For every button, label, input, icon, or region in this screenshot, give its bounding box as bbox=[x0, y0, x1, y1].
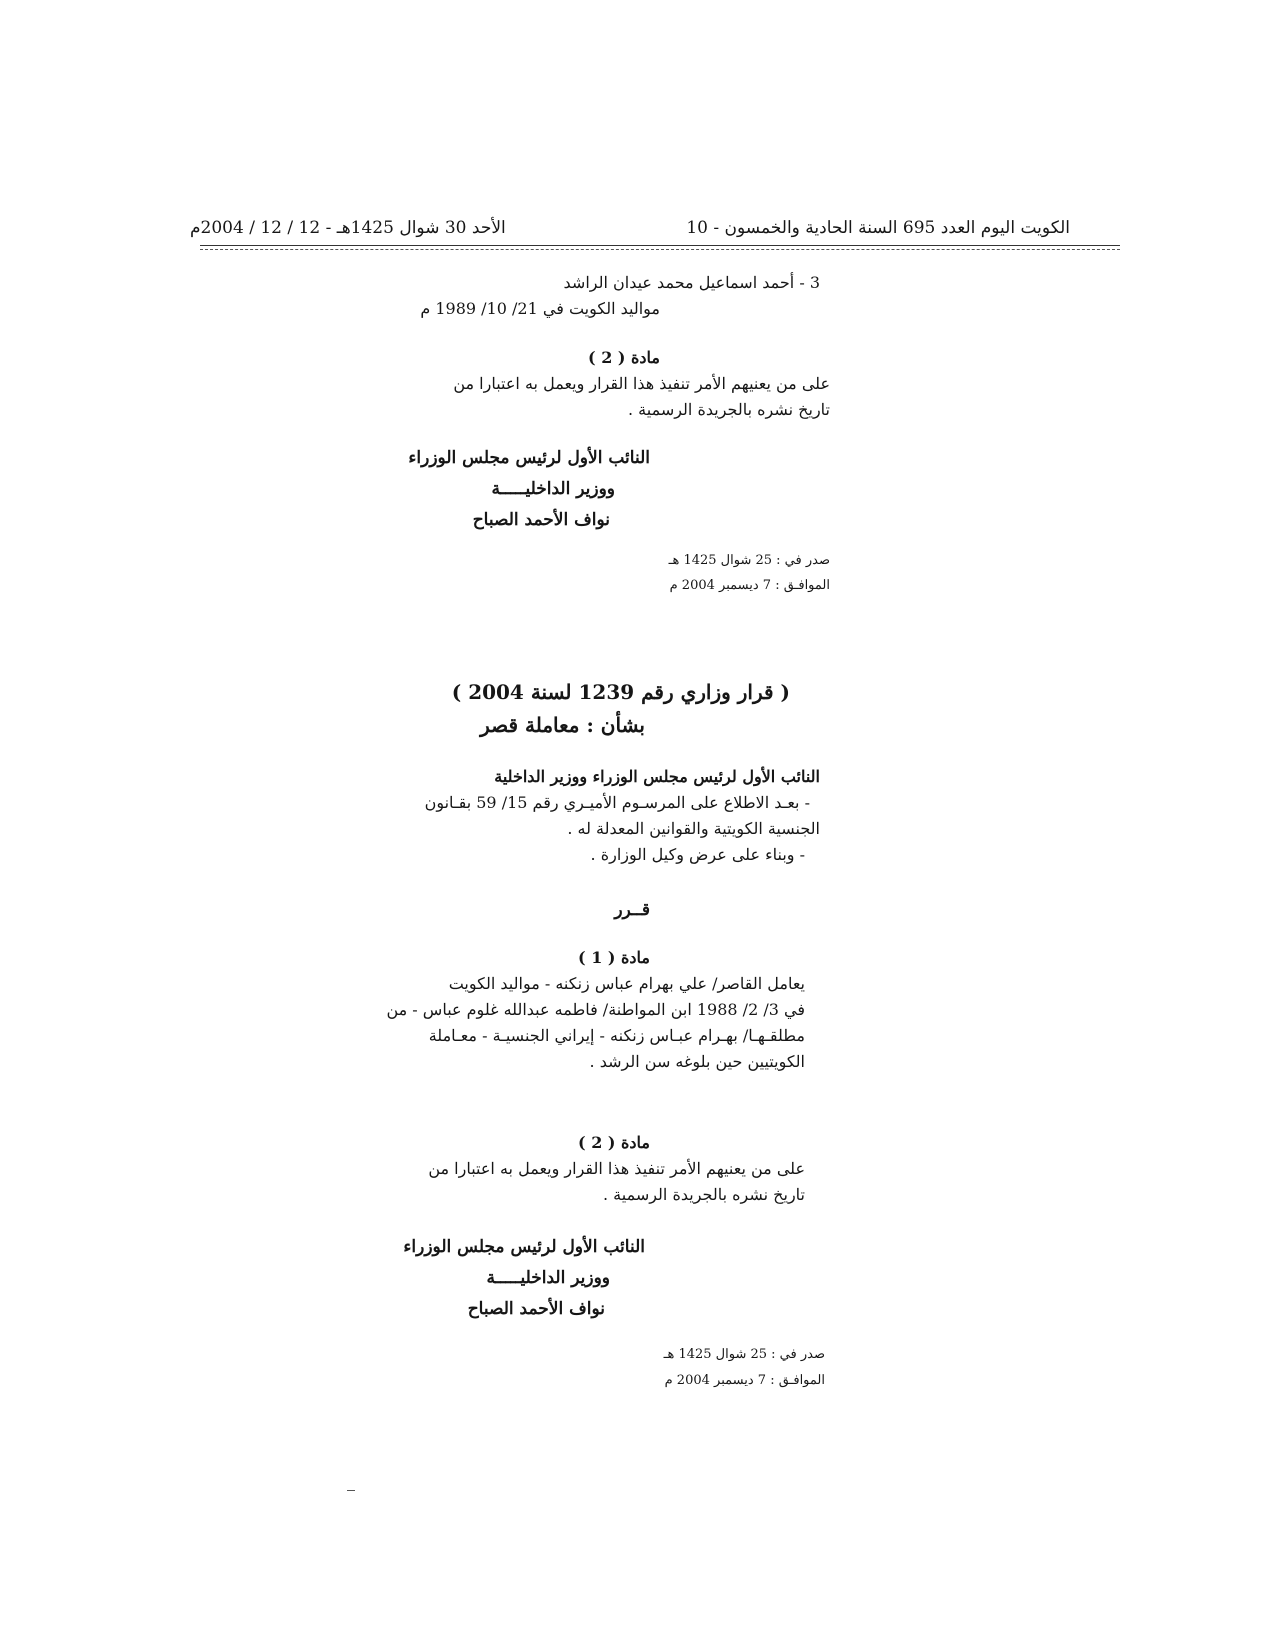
article-2-line-2-prev: تاريخ نشره بالجريدة الرسمية . bbox=[627, 400, 830, 419]
header-rule-top bbox=[200, 245, 1120, 246]
signature-ministry: ووزير الداخليـــــة bbox=[486, 1268, 610, 1288]
article-2-title-prev: مادة ( 2 ) bbox=[588, 348, 660, 367]
preamble-line-2: الجنسية الكويتية والقوانين المعدلة له . bbox=[567, 819, 820, 838]
corresponding-date: الموافـق : 7 ديسمبر 2004 م bbox=[664, 1373, 825, 1388]
decision-title: ( قرار وزاري رقم 1239 لسنة 2004 ) bbox=[451, 680, 790, 704]
corresponding-date-prev: الموافـق : 7 ديسمبر 2004 م bbox=[669, 578, 830, 593]
list-item-3: 3 - أحمد اسماعيل محمد عيدان الراشد bbox=[563, 273, 820, 292]
decided-heading: قــرر bbox=[614, 900, 650, 920]
birth-info-3: مواليد الكويت في 21/ 10/ 1989 م bbox=[420, 299, 660, 318]
article-1-line-4: الكويتيين حين بلوغه سن الرشد . bbox=[589, 1052, 805, 1071]
signature-name-prev: نواف الأحمد الصباح bbox=[472, 510, 610, 530]
signature-title-prev: النائب الأول لرئيس مجلس الوزراء bbox=[408, 448, 650, 468]
article-1-line-2: في 3/ 2/ 1988 ابن المواطنة/ فاطمه عبدالله غلوم عباس - من bbox=[386, 1000, 805, 1019]
decision-authority: النائب الأول لرئيس مجلس الوزراء ووزير الداخلية bbox=[494, 767, 820, 786]
preamble-line-1: - بعـد الاطلاع على المرسـوم الأميـري رقم 15/ 59 بقـانون bbox=[424, 793, 810, 812]
scan-mark bbox=[347, 1490, 355, 1491]
signature-ministry-prev: ووزير الداخليـــــة bbox=[491, 479, 615, 499]
issued-date: صدر في : 25 شوال 1425 هـ bbox=[663, 1347, 825, 1362]
decision-subject: بشأن : معاملة قصر bbox=[480, 713, 645, 737]
article-2-line-1-prev: على من يعنيهم الأمر تنفيذ هذا القرار ويعمل به اعتبارا من bbox=[453, 374, 830, 393]
article-2-title: مادة ( 2 ) bbox=[578, 1133, 650, 1152]
article-1-line-1: يعامل القاصر/ علي بهرام عباس زنكنه - مواليد الكويت bbox=[448, 974, 805, 993]
article-1-line-3: مطلقـهـا/ بهـرام عبـاس زنكنه - إيراني الجنسيـة - معـاملة bbox=[428, 1026, 805, 1045]
article-2-line-2: تاريخ نشره بالجريدة الرسمية . bbox=[602, 1185, 805, 1204]
issued-date-prev: صدر في : 25 شوال 1425 هـ bbox=[668, 553, 830, 568]
signature-title: النائب الأول لرئيس مجلس الوزراء bbox=[403, 1237, 645, 1257]
signature-name: نواف الأحمد الصباح bbox=[467, 1299, 605, 1319]
header-issue-info: الكويت اليوم العدد 695 السنة الحادية والخمسون - 10 bbox=[686, 218, 1070, 238]
header-rule-bottom bbox=[200, 249, 1120, 250]
preamble-line-3: - وبناء على عرض وكيل الوزارة . bbox=[590, 845, 805, 864]
article-2-line-1: على من يعنيهم الأمر تنفيذ هذا القرار ويعمل به اعتبارا من bbox=[428, 1159, 805, 1178]
article-1-title: مادة ( 1 ) bbox=[578, 948, 650, 967]
header-date: الأحد 30 شوال 1425هـ - 12 / 12 / 2004م bbox=[190, 218, 506, 238]
